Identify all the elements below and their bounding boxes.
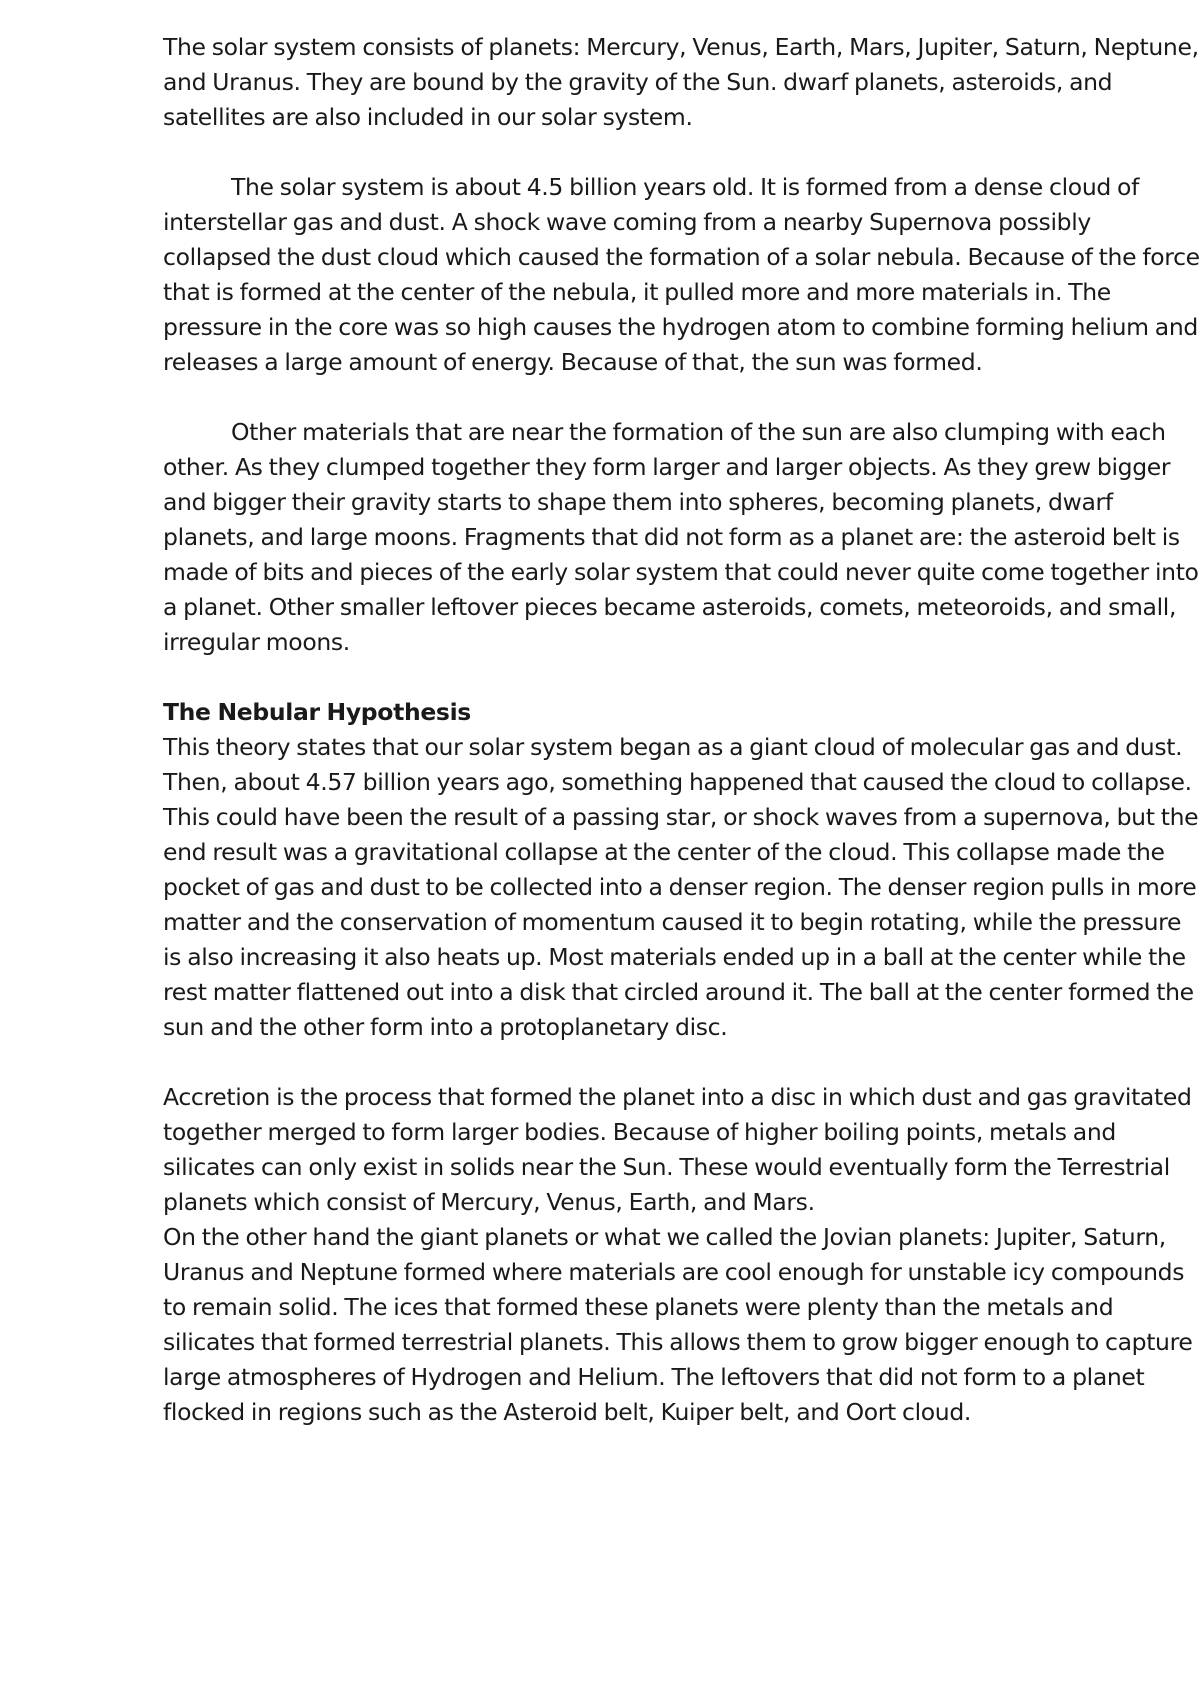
paragraph-spacer (163, 135, 1200, 170)
document-page (163, 30, 1200, 1430)
paragraph-age: The solar system is about 4.5 billion years old. It is formed from a dense cloud of interstellar gas and dust. A shock wave coming from a nearby Supernova possibly collapsed the dust cloud which caused the formation of a solar nebula. Because of the force that is formed at the center of the nebula, it pulled more and more materials in. The pressure in the core was so high causes the hydrogen atom to combine forming helium and releases a large amount of energy. Because of that, the sun was formed. (163, 173, 1200, 376)
paragraph-jovian: On the other hand the giant planets or what we called the Jovian planets: Jupiter, Saturn, Uranus and Neptune formed where materials are cool enough for unstable icy compounds to remain solid. The ices that formed these planets were plenty than the metals and silicates that formed terrestrial planets. This allows them to grow bigger enough to capture large atmospheres of Hydrogen and Helium. The leftovers that did not form to a planet flocked in regions such as the Asteroid belt, Kuiper belt, and Oort cloud. (163, 1223, 1193, 1426)
paragraph-nebular-theory: This theory states that our solar system began as a giant cloud of molecular gas and dust. Then, about 4.57 billion years ago, something happened that caused the cloud to collapse. This could have been the result of a passing star, or shock waves from a supernova, but the end result was a gravitational collapse at the center of the cloud. This collapse made the pocket of gas and dust to be collected into a denser region. The denser region pulls in more matter and the conservation of momentum caused it to begin rotating, while the pressure is also increasing it also heats up. Most materials ended up in a ball at the center while the rest matter flattened out into a disk that circled around it. The ball at the center formed the sun and the other form into a protoplanetary disc. (163, 733, 1199, 1041)
section-heading: The Nebular Hypothesis (163, 698, 471, 726)
paragraph-spacer (163, 1045, 1200, 1080)
paragraph-spacer (163, 660, 1200, 695)
paragraph-clumping: Other materials that are near the formation of the sun are also clumping with each other. As they clumped together they form larger and larger objects. As they grew bigger and bigger their gravity starts to shape them into spheres, becoming planets, dwarf planets, and large moons. Fragments that did not form as a planet are: the asteroid belt is made of bits and pieces of the early solar system that could never quite come together into a planet. Other smaller leftover pieces became asteroids, comets, meteoroids, and small, irregular moons. (163, 418, 1199, 656)
paragraph-intro: The solar system consists of planets: Mercury, Venus, Earth, Mars, Jupiter, Saturn, Neptune, and Uranus. They are bound by the gravity of the Sun. dwarf planets, asteroids, and satellites are also included in our solar system. (163, 33, 1199, 131)
paragraph-accretion: Accretion is the process that formed the planet into a disc in which dust and gas gravitated together merged to form larger bodies. Because of higher boiling points, metals and silicates can only exist in solids near the Sun. These would eventually form the Terrestrial planets which consist of Mercury, Venus, Earth, and Mars. (163, 1083, 1192, 1216)
paragraph-spacer (163, 380, 1200, 415)
